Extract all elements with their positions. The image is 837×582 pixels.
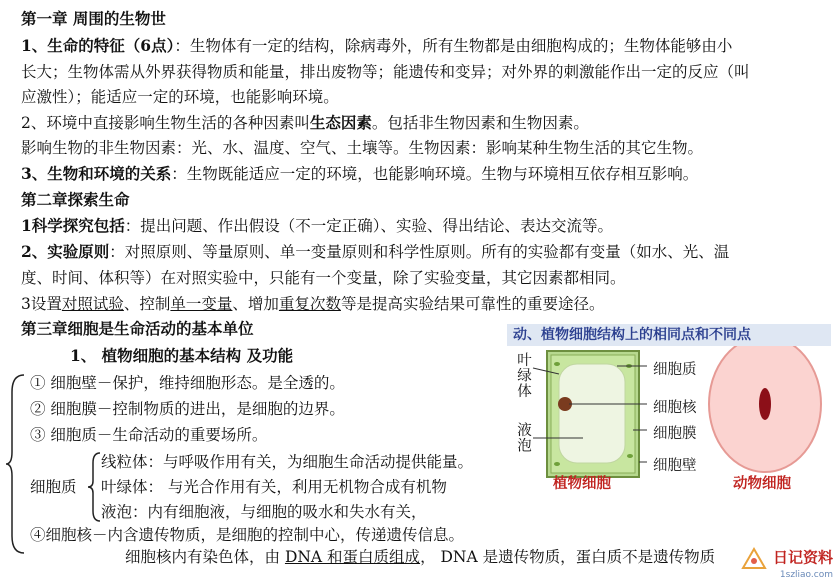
ch2-item3-u2: 单一变量: [170, 295, 233, 313]
ch1-item1-cont2: 应激性）；能适应一定的环境，也能影响环境。: [21, 88, 339, 106]
label-nucleus: 细胞核: [653, 400, 697, 416]
chapter1-title: 第一章 周围的生物世: [21, 9, 166, 28]
chapter2-title: 第二章探索生命: [21, 190, 130, 209]
ch3-subtitle: 1、 植物细胞的基本结构 及功能: [70, 346, 294, 365]
ch3-item1: ① 细胞壁－保护，维持细胞形态。是全透的。: [30, 374, 345, 392]
watermark-logo-icon: [740, 546, 768, 570]
nucleus-note-b: ， DNA 是遗传物质，蛋白质不是遗传物质: [420, 548, 716, 566]
ch3-item4: ④细胞核－内含遗传物质，是细胞的控制中心，传递遗传信息。: [30, 526, 465, 544]
nucleus-note-u: DNA 和蛋白质组成: [284, 548, 421, 566]
label-cell-wall: 细胞壁: [653, 458, 697, 474]
inner-brace-icon: [86, 451, 102, 523]
ch2-item2-text: ：对照原则、等量原则、单一变量原则和科学性原则。所有的实验都有变量（如水、光、温: [109, 243, 730, 261]
ch2-item3-d: 等是提高实验结果可靠性的重要途径。: [340, 295, 605, 313]
ch2-item3-c: 、增加: [232, 295, 279, 313]
ch1-item2-post: 。包括非生物因素和生物因素。: [371, 114, 589, 132]
ch1-item1-text: ：生物体有一定的结构，除病毒外，所有生物都是由细胞构成的；生物体能够由小: [174, 37, 733, 55]
plant-cell-caption: 植物细胞: [553, 476, 611, 492]
cyto-vacuole: 液泡：内有细胞液，与细胞的吸水和失水有关，: [101, 503, 427, 521]
ch2-item3-a: 3设置: [21, 295, 62, 313]
animal-cell-caption: 动物细胞: [733, 476, 791, 492]
ch3-nucleus-note: [125, 546, 715, 568]
ch3-item3: ③ 细胞质－生命活动的重要场所。: [30, 426, 268, 444]
ch1-item3-text: ：生物既能适应一定的环境，也能影响环境。生物与环境相互依存相互影响。: [171, 165, 699, 183]
ch2-item3-b: 、控制: [123, 295, 171, 313]
ch1-item3-label: 3、生物和环境的关系: [21, 164, 172, 183]
ch1-item3: [21, 163, 698, 185]
watermark-url: 1szliao.com: [779, 570, 833, 580]
ch1-item2: [21, 112, 589, 134]
label-vacuole: 液泡: [515, 422, 531, 453]
label-membrane: 细胞膜: [653, 426, 697, 442]
watermark: [740, 546, 833, 580]
ch2-item1-label: 1科学探究包括: [21, 216, 125, 235]
ch2-item1: [21, 215, 613, 237]
ch1-item2-pre: 2、环境中直接影响生物生活的各种因素叫: [21, 114, 310, 132]
label-chloroplast: 叶绿体: [515, 352, 531, 399]
ch3-item2: ② 细胞膜－控制物质的进出，是细胞的边界。: [30, 400, 345, 418]
nucleus-note-a: 细胞核内有染色体，由: [125, 548, 285, 566]
ch2-item2-label: 2、实验原则: [21, 242, 110, 261]
cytoplasm-label: 细胞质: [30, 478, 77, 496]
cell-figure: [507, 346, 831, 516]
ch2-item3-u3: 重复次数: [278, 295, 341, 313]
ch2-item1-text: ：提出问题、作出假设（不一定正确）、实验、得出结论、表达交流等。: [124, 217, 614, 235]
ch1-item2-term: 生态因素: [309, 113, 372, 132]
ch2-item3-u1: 对照试验: [61, 295, 124, 313]
ch1-item2-cont: 影响生物的非生物因素：光、水、温度、空气、土壤等。生物因素：影响某种生物生活的其它生物。: [21, 139, 704, 157]
cyto-chloroplast: 叶绿体： 与光合作用有关，利用无机物合成有机物: [101, 478, 447, 496]
ch2-item2-cont: 度、时间、体积等）在对照实验中，只能有一个变量，除了实验变量，其它因素都相同。: [21, 269, 626, 287]
ch2-item3: [21, 293, 604, 315]
ch2-item2: [21, 241, 729, 263]
chapter3-title: 第三章细胞是生命活动的基本单位: [21, 319, 254, 338]
ch1-item1-label: 1、生命的特征（6点）: [21, 36, 175, 55]
label-cytoplasm: 细胞质: [653, 362, 697, 378]
animal-nucleus: [759, 388, 771, 420]
ch1-item1: [21, 35, 732, 57]
outer-brace-icon: [4, 372, 30, 556]
watermark-text: 日记资料: [772, 548, 833, 567]
cyto-mitochondria: 线粒体：与呼吸作用有关，为细胞生命活动提供能量。: [101, 453, 474, 471]
ch1-item1-cont1: 长大；生物体需从外界获得物质和能量，排出废物等；能遗传和变异；对外界的刺激能作出一定的反应（叫: [21, 63, 750, 81]
plant-vacuole: [559, 364, 625, 463]
figure-caption: 动、植物细胞结构上的相同点和不同点: [507, 324, 831, 346]
